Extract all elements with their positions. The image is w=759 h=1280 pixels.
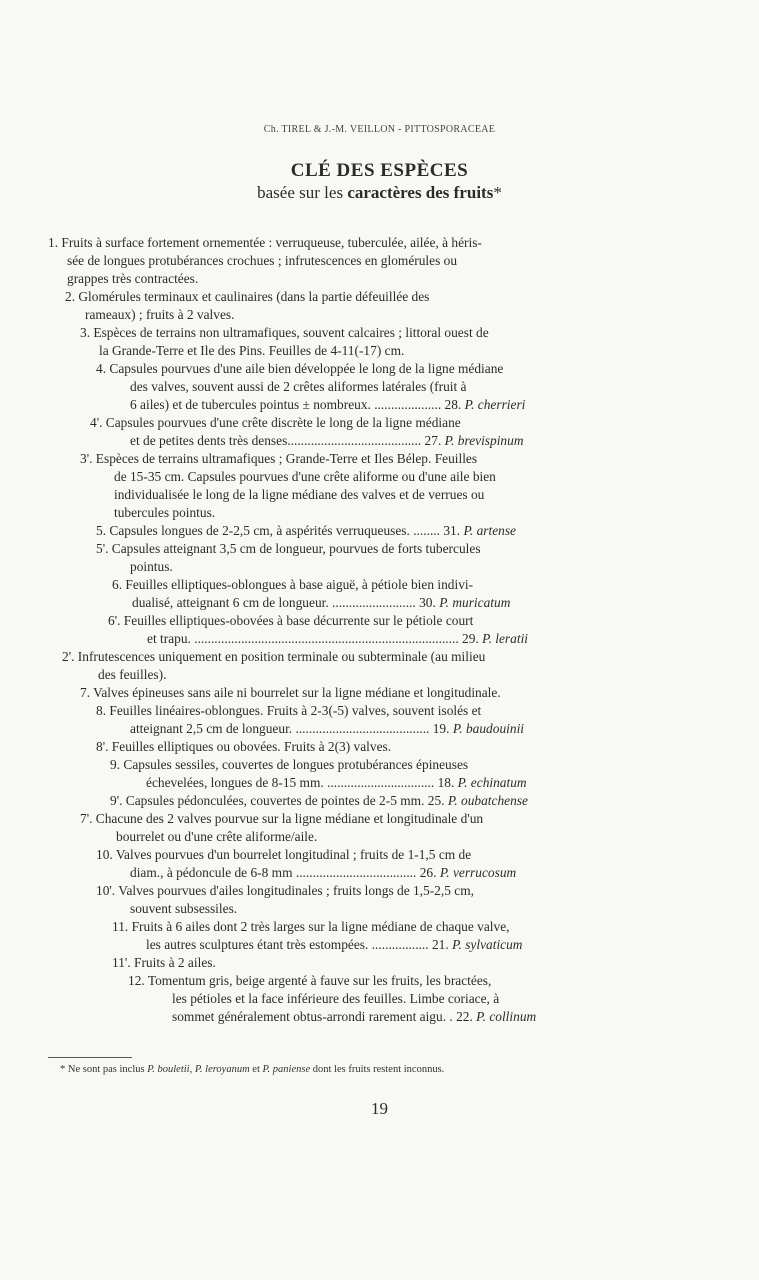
key-entry: [112, 954, 737, 972]
key-entry-text: dualisé, atteignant 6 cm de longueur. .........................: [132, 595, 416, 610]
key-entry-line: [65, 306, 690, 324]
key-entry-text: souvent subsessiles.: [130, 901, 238, 916]
key-entry: [128, 972, 753, 1026]
key-entry-line: [62, 666, 687, 684]
key-entry-text: des valves, souvent aussi de 2 crêtes aliformes latérales (fruit à: [130, 379, 467, 394]
key-entry-text: échevelées, longues de 8-15 mm. ................................: [146, 775, 435, 790]
key-entry-line: [96, 558, 721, 576]
subtitle-bold: caractères des fruits: [347, 183, 494, 202]
footnote-species-1: P. bouletii: [147, 1064, 190, 1075]
key-entry-text: pointus.: [130, 559, 173, 574]
key-entry-line: [128, 990, 753, 1008]
footnote-species-2: P. leroyanum: [194, 1064, 250, 1075]
key-entry-line: [48, 252, 673, 270]
key-entry-line: [96, 720, 721, 738]
key-entry: [96, 522, 721, 540]
key-entry-line: [90, 414, 715, 432]
species-reference: 19. P. baudouinii: [429, 721, 525, 736]
key-entry-line: [96, 378, 721, 396]
key-entry-line: [80, 486, 705, 504]
species-reference: 25. P. oubatchense: [424, 793, 528, 808]
key-entry: [96, 882, 721, 918]
key-entry-line: [96, 540, 721, 558]
key-entry-text: et trapu. ...............................................................................: [147, 631, 459, 646]
key-entry-text: tubercules pointus.: [114, 505, 216, 520]
key-entry: [96, 540, 721, 576]
key-entry: [80, 324, 705, 360]
key-entry-line: [80, 468, 705, 486]
page-subtitle: [0, 183, 759, 203]
footnote-divider: [48, 1057, 132, 1058]
key-entry-line: [90, 432, 715, 450]
key-entry-text: des feuilles).: [98, 667, 167, 682]
key-entry-text: diam., à pédoncule de 6-8 mm ....................................: [130, 865, 417, 880]
page-title: CLÉ DES ESPÈCES: [290, 160, 469, 181]
key-entry-line: [80, 450, 705, 468]
key-entry-line: [112, 936, 737, 954]
key-entry-text: les pétioles et la face inférieure des feuilles. Limbe coriace, à: [172, 991, 500, 1006]
key-entry-line: [80, 504, 705, 522]
key-entry-text: et de petites dents très denses........................................: [130, 433, 422, 448]
key-entry: [112, 576, 737, 612]
key-entry-text: 8'. Feuilles elliptiques ou obovées. Fruits à 2(3) valves.: [96, 739, 392, 754]
key-entry-text: grappes très contractées.: [67, 271, 199, 286]
key-entry: [80, 450, 705, 522]
key-entry-line: [96, 864, 721, 882]
key-entry: [65, 288, 690, 324]
key-entry-line: [128, 1008, 753, 1026]
key-entry-text: 3. Espèces de terrains non ultramafiques, souvent calcaires ; littoral ouest de: [80, 325, 489, 340]
footnote-species-3: P. paniense: [262, 1064, 311, 1075]
key-entry-text: 8. Feuilles linéaires-oblongues. Fruits à 2-3(-5) valves, souvent isolés et: [96, 703, 482, 718]
key-entry-line: [110, 792, 735, 810]
running-head: Ch. TIREL & J.-M. VEILLON - PITTOSPORACEAE: [263, 124, 496, 135]
key-entry-line: [96, 396, 721, 414]
key-entry-line: [96, 846, 721, 864]
key-entry-line: [65, 288, 690, 306]
key-entry: [48, 234, 673, 288]
species-reference: 30. P. muricatum: [415, 595, 511, 610]
key-entry: [90, 414, 715, 450]
species-reference: 18. P. echinatum: [434, 775, 527, 790]
identification-key: [0, 234, 759, 1026]
key-entry: [96, 360, 721, 414]
key-entry-text: 11'. Fruits à 2 ailes.: [112, 955, 216, 970]
key-entry-text: 6 ailes) et de tubercules pointus ± nombreux. ....................: [130, 397, 442, 412]
key-entry-line: [80, 810, 705, 828]
key-entry-text: 9'. Capsules pédonculées, couvertes de pointes de 2-5 mm.: [110, 793, 425, 808]
key-entry-text: 10'. Valves pourvues d'ailes longitudinales ; fruits longs de 1,5-2,5 cm,: [96, 883, 474, 898]
species-reference: 28. P. cherrieri: [441, 397, 526, 412]
species-reference: 29. P. leratii: [458, 631, 529, 646]
footnote-suffix: dont les fruits restent inconnus.: [310, 1064, 445, 1075]
species-reference: 31. P. artense: [440, 523, 517, 538]
key-entry-text: atteignant 2,5 cm de longueur. ........................................: [130, 721, 430, 736]
key-entry-line: [128, 972, 753, 990]
species-reference: 27. P. brevispinum: [421, 433, 524, 448]
species-reference: 26. P. verrucosum: [416, 865, 517, 880]
key-entry-line: [96, 900, 721, 918]
key-entry: [62, 648, 687, 684]
key-entry: [96, 846, 721, 882]
key-entry-line: [48, 234, 673, 252]
key-entry: [110, 756, 735, 792]
key-entry-line: [62, 648, 687, 666]
key-entry: [96, 738, 721, 756]
key-entry-text: de 15-35 cm. Capsules pourvues d'une crête aliforme ou d'une aile bien: [114, 469, 496, 484]
key-entry: [80, 684, 705, 702]
key-entry-line: [80, 342, 705, 360]
key-entry-text: 4'. Capsules pourvues d'une crête discrète le long de la ligne médiane: [90, 415, 461, 430]
key-entry-line: [108, 630, 733, 648]
key-entry-text: 9. Capsules sessiles, couvertes de longues protubérances épineuses: [110, 757, 469, 772]
key-entry-line: [96, 522, 721, 540]
key-entry-text: individualisée le long de la ligne médiane des valves et de verrues ou: [114, 487, 485, 502]
key-entry-line: [112, 576, 737, 594]
key-entry-text: la Grande-Terre et Ile des Pins. Feuilles de 4-11(-17) cm.: [99, 343, 405, 358]
footnote-sep-1: ,: [189, 1064, 195, 1075]
key-entry: [96, 702, 721, 738]
key-entry-text: sommet généralement obtus-arrondi rarement aigu. .: [172, 1009, 453, 1024]
subtitle-prefix: basée sur les: [257, 183, 348, 202]
species-reference: 22. P. collinum: [452, 1009, 537, 1024]
key-entry: [80, 810, 705, 846]
subtitle-marker: *: [493, 183, 502, 202]
species-reference: 21. P. sylvaticum: [428, 937, 523, 952]
key-entry-text: 6'. Feuilles elliptiques-obovées à base décurrente sur le pétiole court: [108, 613, 474, 628]
key-entry-line: [96, 882, 721, 900]
key-entry-text: 7'. Chacune des 2 valves pourvue sur la ligne médiane et longitudinale d'un: [80, 811, 484, 826]
key-entry-text: 11. Fruits à 6 ailes dont 2 très larges sur la ligne médiane de chaque valve,: [112, 919, 510, 934]
footnote: [60, 1064, 720, 1075]
key-entry-line: [48, 270, 673, 288]
key-entry: [110, 792, 735, 810]
key-entry-text: 7. Valves épineuses sans aile ni bourrelet sur la ligne médiane et longitudinale.: [80, 685, 501, 700]
key-entry-text: 3'. Espèces de terrains ultramafiques ; Grande-Terre et Iles Bélep. Feuilles: [80, 451, 478, 466]
key-entry-line: [96, 738, 721, 756]
key-entry-line: [80, 828, 705, 846]
key-entry-text: bourrelet ou d'une crête aliforme/aile.: [116, 829, 318, 844]
key-entry-line: [96, 360, 721, 378]
key-entry-line: [80, 324, 705, 342]
key-entry-text: 10. Valves pourvues d'un bourrelet longitudinal ; fruits de 1-1,5 cm de: [96, 847, 472, 862]
key-entry: [108, 612, 733, 648]
key-entry-text: 1. Fruits à surface fortement ornementée : verruqueuse, tuberculée, ailée, à héris-: [48, 235, 482, 250]
page-number: 19: [371, 1099, 388, 1118]
footnote-sep-2: et: [249, 1064, 263, 1075]
key-entry-text: 4. Capsules pourvues d'une aile bien développée le long de la ligne médiane: [96, 361, 504, 376]
key-entry: [112, 918, 737, 954]
key-entry-text: 5'. Capsules atteignant 3,5 cm de longueur, pourvues de forts tubercules: [96, 541, 481, 556]
key-entry-text: 6. Feuilles elliptiques-oblongues à base aiguë, à pétiole bien indivi-: [112, 577, 474, 592]
key-entry-text: 12. Tomentum gris, beige argenté à fauve sur les fruits, les bractées,: [128, 973, 492, 988]
key-entry-text: sée de longues protubérances crochues ; infrutescences en glomérules ou: [67, 253, 458, 268]
key-entry-line: [108, 612, 733, 630]
key-entry-line: [112, 918, 737, 936]
key-entry-line: [112, 594, 737, 612]
key-entry-text: les autres sculptures étant très estompées. .................: [146, 937, 429, 952]
key-entry-line: [110, 774, 735, 792]
key-entry-line: [80, 684, 705, 702]
key-entry-line: [110, 756, 735, 774]
footnote-prefix: * Ne sont pas inclus: [60, 1064, 148, 1075]
key-entry-text: 5. Capsules longues de 2-2,5 cm, à aspérités verruqueuses. ........: [96, 523, 440, 538]
key-entry-text: rameaux) ; fruits à 2 valves.: [85, 307, 235, 322]
key-entry-text: 2'. Infrutescences uniquement en position terminale ou subterminale (au milieu: [62, 649, 486, 664]
key-entry-line: [112, 954, 737, 972]
key-entry-line: [96, 702, 721, 720]
key-entry-text: 2. Glomérules terminaux et caulinaires (dans la partie défeuillée des: [65, 289, 430, 304]
